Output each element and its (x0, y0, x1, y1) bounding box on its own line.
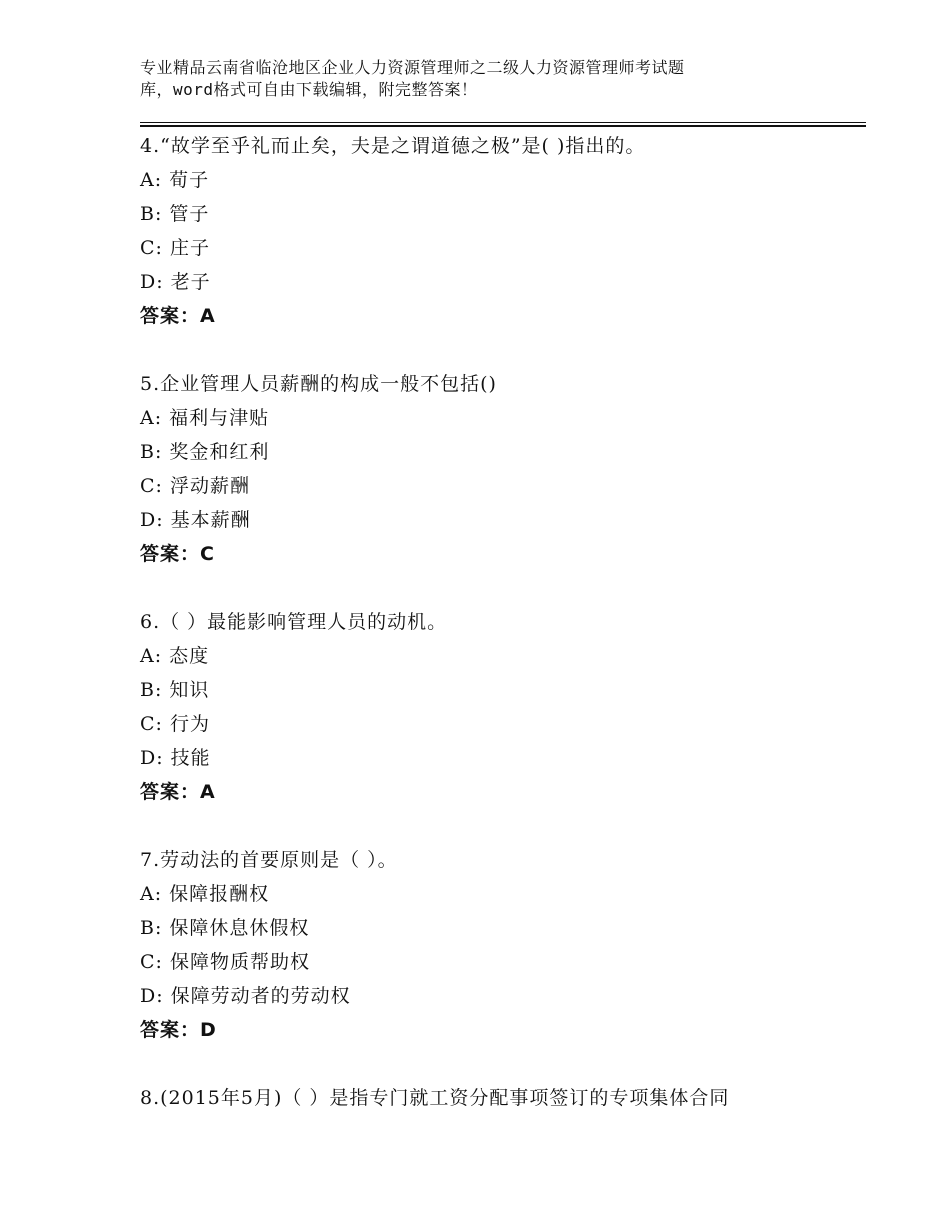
option-a: A: 态度 (140, 645, 210, 667)
header-title-line-2: 库，word格式可自由下载编辑，附完整答案！ (140, 80, 478, 99)
option-b: B: 管子 (140, 203, 210, 225)
option-d: D: 老子 (140, 271, 211, 293)
header-title-line-1: 专业精品云南省临沧地区企业人力资源管理师之二级人力资源管理师考试题 (140, 58, 685, 77)
option-d: D: 保障劳动者的劳动权 (140, 985, 351, 1007)
option-a: A: 保障报酬权 (140, 883, 270, 905)
question-stem: 6.（ ）最能影响管理人员的动机。 (140, 611, 448, 633)
option-b: B: 保障休息休假权 (140, 917, 310, 939)
question-stem: 5.企业管理人员薪酬的构成一般不包括() (140, 373, 497, 395)
spacer (140, 809, 870, 843)
answer-line: 答案：C (140, 543, 215, 565)
question-stem: 8.(2015年5月)（ ）是指专门就工资分配事项签订的专项集体合同 (140, 1087, 730, 1109)
question-stem: 7.劳动法的首要原则是（ ）。 (140, 849, 398, 871)
option-c: C: 行为 (140, 713, 210, 735)
spacer (140, 1047, 870, 1081)
option-d: D: 技能 (140, 747, 211, 769)
question-8 (140, 1081, 870, 1115)
question-4 (140, 129, 870, 333)
question-5 (140, 367, 870, 571)
option-c: C: 保障物质帮助权 (140, 951, 310, 973)
option-a: A: 荀子 (140, 169, 210, 191)
answer-line: 答案：A (140, 781, 216, 803)
question-stem: 4.“故学至乎礼而止矣，夫是之谓道德之极”是( )指出的。 (140, 135, 646, 157)
option-d: D: 基本薪酬 (140, 509, 251, 531)
answer-line: 答案：D (140, 1019, 217, 1041)
document-header (140, 57, 800, 101)
spacer (140, 333, 870, 367)
option-a: A: 福利与津贴 (140, 407, 270, 429)
header-divider (140, 122, 866, 127)
question-7 (140, 843, 870, 1047)
spacer (140, 571, 870, 605)
question-6 (140, 605, 870, 809)
option-b: B: 知识 (140, 679, 210, 701)
answer-line: 答案：A (140, 305, 216, 327)
option-b: B: 奖金和红利 (140, 441, 270, 463)
option-c: C: 庄子 (140, 237, 210, 259)
question-list (140, 129, 870, 1115)
option-c: C: 浮动薪酬 (140, 475, 250, 497)
